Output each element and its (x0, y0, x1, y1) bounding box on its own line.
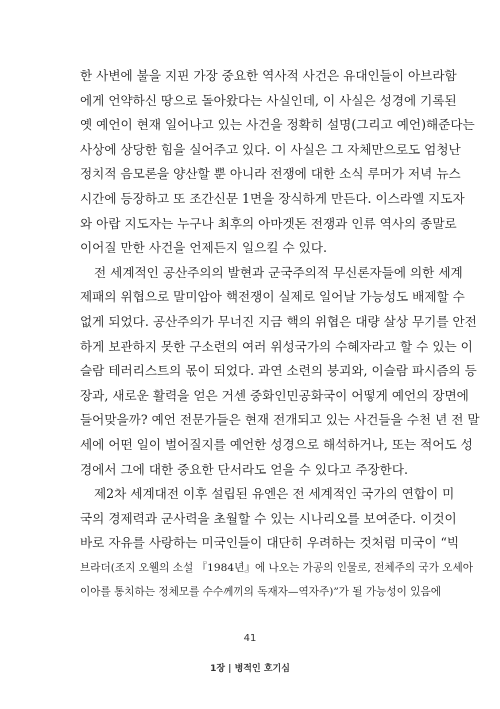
text-line: 국의 경제력과 군사력을 초월할 수 있는 시나리오를 보여준다. 이것이 (80, 510, 457, 526)
text-line: 바로 자유를 사랑하는 미국인들이 대단히 우려하는 것처럼 미국이 “빅 (80, 535, 460, 551)
text-line-footnote-inline: 이아를 통치하는 정체모를 수수께끼의 독재자—역자주)”가 될 가능성이 있음에 (80, 586, 441, 599)
text-line: 하게 보관하지 못한 구소련의 여러 위성국가의 수혜자라고 할 수 있는 이 (80, 338, 473, 354)
text-line-indented: 전 세계적인 공산주의의 발현과 군국주의적 무신론자들에 의한 세계 (94, 264, 463, 280)
text-line: 사상에 상당한 힘을 실어주고 있다. 이 사실은 그 자체만으로도 엄청난 (80, 141, 461, 157)
text-line-footnote-inline: 브라더(조지 오웰의 소설 『1984년』에 나오는 가공의 인물로, 전체주의 국가 오세아 (80, 561, 473, 574)
text-line: 시간에 등장하고 또 조간신문 1면을 장식하게 만든다. 이스라엘 지도자 (80, 190, 465, 206)
text-line: 없게 되었다. 공산주의가 무너진 지금 핵의 위협은 대량 살상 무기를 안전 (80, 313, 477, 329)
text-line: 옛 예언이 현재 일어나고 있는 사건을 정확히 설명(그리고 예언)해준다는 (80, 117, 475, 133)
text-line: 정치적 음모론을 양산할 뿐 아니라 전쟁에 대한 소식 루머가 저녁 뉴스 (80, 166, 461, 182)
page-number: 41 (243, 633, 257, 644)
text-line: 경에서 그에 대한 중요한 단서라도 얻을 수 있다고 주장한다. (80, 461, 409, 477)
text-line: 슬람 테러리스트의 몫이 되었다. 과연 소련의 붕괴와, 이슬람 파시즘의 등 (80, 363, 477, 379)
text-line: 들어맞을까? 예언 전문가들은 현재 전개되고 있는 사건들을 수천 년 전 말 (80, 412, 480, 428)
chapter-footer: 1장 | 병적인 호기심 (210, 664, 290, 674)
text-line: 와 아랍 지도자는 누구나 최후의 아마겟돈 전쟁과 인류 역사의 종말로 (80, 215, 457, 231)
text-line: 세에 어떤 일이 벌어질지를 예언한 성경으로 해석하거나, 또는 적어도 성 (80, 436, 473, 452)
body-text (80, 64, 480, 605)
text-line: 에게 언약하신 땅으로 돌아왔다는 사실인데, 이 사실은 성경에 기록된 (80, 92, 457, 108)
text-line: 한 사변에 불을 지핀 가장 중요한 역사적 사건은 유대인들이 아브라함 (80, 68, 457, 83)
text-line: 이어질 만한 사건을 언제든지 일으킬 수 있다. (80, 240, 328, 256)
text-line: 장과, 새로운 활력을 얻은 거센 중화인민공화국이 어떻게 예언의 장면에 (80, 387, 469, 403)
text-line-indented: 제2차 세계대전 이후 설립된 유엔은 전 세계적인 국가의 연합이 미 (94, 486, 455, 502)
text-line: 제패의 위협으로 말미암아 핵전쟁이 실제로 일어날 가능성도 배제할 수 (80, 289, 465, 305)
